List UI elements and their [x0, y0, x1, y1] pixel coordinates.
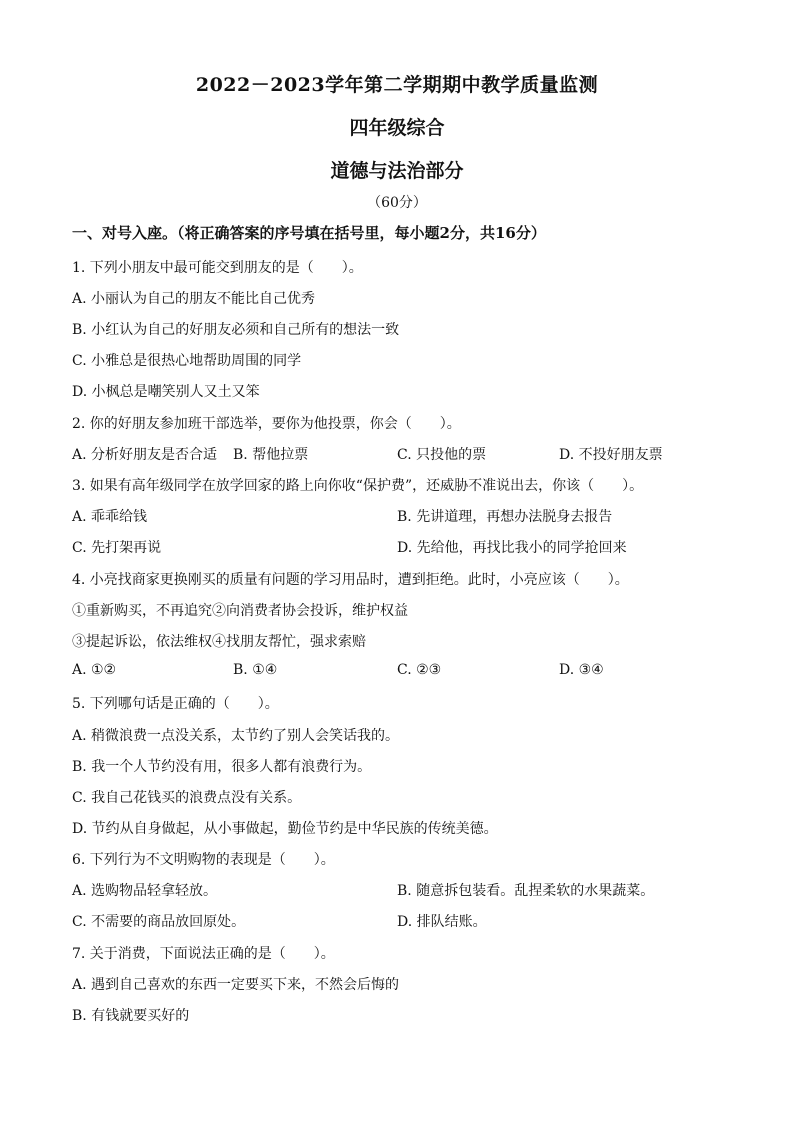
question-5-option-c: C. 我自己花钱买的浪费点没有关系。: [72, 790, 302, 806]
section-heading: 一、对号入座。（将正确答案的序号填在括号里，每小题2分，共16分）: [72, 224, 546, 242]
question-1-stem: 1. 下列小朋友中最可能交到朋友的是（ ）。: [72, 260, 363, 276]
question-6-option-a: A. 选购物品轻拿轻放。: [72, 883, 218, 899]
question-6-stem: 6. 下列行为不文明购物的表现是（ ）。: [72, 852, 335, 868]
question-6-option-c: C. 不需要的商品放回原处。: [72, 914, 246, 930]
question-2-option-b: B. 帮他拉票: [233, 447, 309, 463]
question-5-option-d: D. 节约从自身做起，从小事做起，勤俭节约是中华民族的传统美德。: [72, 821, 498, 837]
question-5-option-a: A. 稍微浪费一点没关系，太节约了别人会笑话我的。: [72, 728, 400, 744]
question-4-option-b: B. ①④: [233, 662, 278, 678]
grade-subtitle: 四年级综合: [349, 117, 445, 139]
question-5-option-b: B. 我一个人节约没有用，很多人都有浪费行为。: [72, 759, 372, 775]
question-1-option-c: C. 小雅总是很热心地帮助周围的同学: [72, 353, 302, 369]
question-5-stem: 5. 下列哪句话是正确的（ ）。: [72, 696, 279, 712]
question-3-option-b: B. 先讲道理，再想办法脱身去报告: [397, 509, 613, 525]
question-4-option-a: A. ①②: [72, 662, 117, 678]
part-title: 道德与法治部分: [330, 160, 464, 182]
question-7-stem: 7. 关于消费，下面说法正确的是（ ）。: [72, 946, 335, 962]
question-1-option-a: A. 小丽认为自己的朋友不能比自己优秀: [72, 291, 316, 307]
question-7-option-a: A. 遇到自己喜欢的东西一定要买下来，不然会后悔的: [72, 977, 400, 993]
question-4-item-2: ③提起诉讼，依法维权④找朋友帮忙，强求索赔: [72, 634, 366, 650]
exam-title: 2022－2023学年第二学期期中教学质量监测: [195, 74, 599, 96]
question-2-option-d: D. 不投好朋友票: [559, 447, 663, 463]
question-4-option-c: C. ②③: [397, 662, 442, 678]
question-3-option-a: A. 乖乖给钱: [72, 509, 148, 525]
question-1-option-b: B. 小红认为自己的好朋友必须和自己所有的想法一致: [72, 322, 400, 338]
question-4-option-d: D. ③④: [559, 662, 604, 678]
question-4-item-1: ①重新购买，不再追究②向消费者协会投诉，维护权益: [72, 603, 408, 619]
question-2-stem: 2. 你的好朋友参加班干部选举，要你为他投票，你会（ ）。: [72, 416, 461, 432]
question-3-stem: 3. 如果有高年级同学在放学回家的路上向你收“保护费”，还威胁不准说出去，你该（ ）。: [72, 478, 644, 494]
question-3-option-d: D. 先给他，再找比我小的同学抢回来: [397, 540, 627, 556]
question-4-stem: 4. 小亮找商家更换刚买的质量有问题的学习用品时，遭到拒绝。此时，小亮应该（ ）。: [72, 572, 629, 588]
question-7-option-b: B. 有钱就要买好的: [72, 1008, 190, 1024]
total-score: （60分）: [367, 195, 427, 211]
question-2-option-a: A. 分析好朋友是否合适: [72, 447, 218, 463]
question-3-option-c: C. 先打架再说: [72, 540, 162, 556]
question-6-option-b: B. 随意拆包装看。乱捏柔软的水果蔬菜。: [397, 883, 655, 899]
question-1-option-d: D. 小枫总是嘲笑别人又土又笨: [72, 384, 260, 400]
question-2-option-c: C. 只投他的票: [397, 447, 487, 463]
question-6-option-d: D. 排队结账。: [397, 914, 487, 930]
